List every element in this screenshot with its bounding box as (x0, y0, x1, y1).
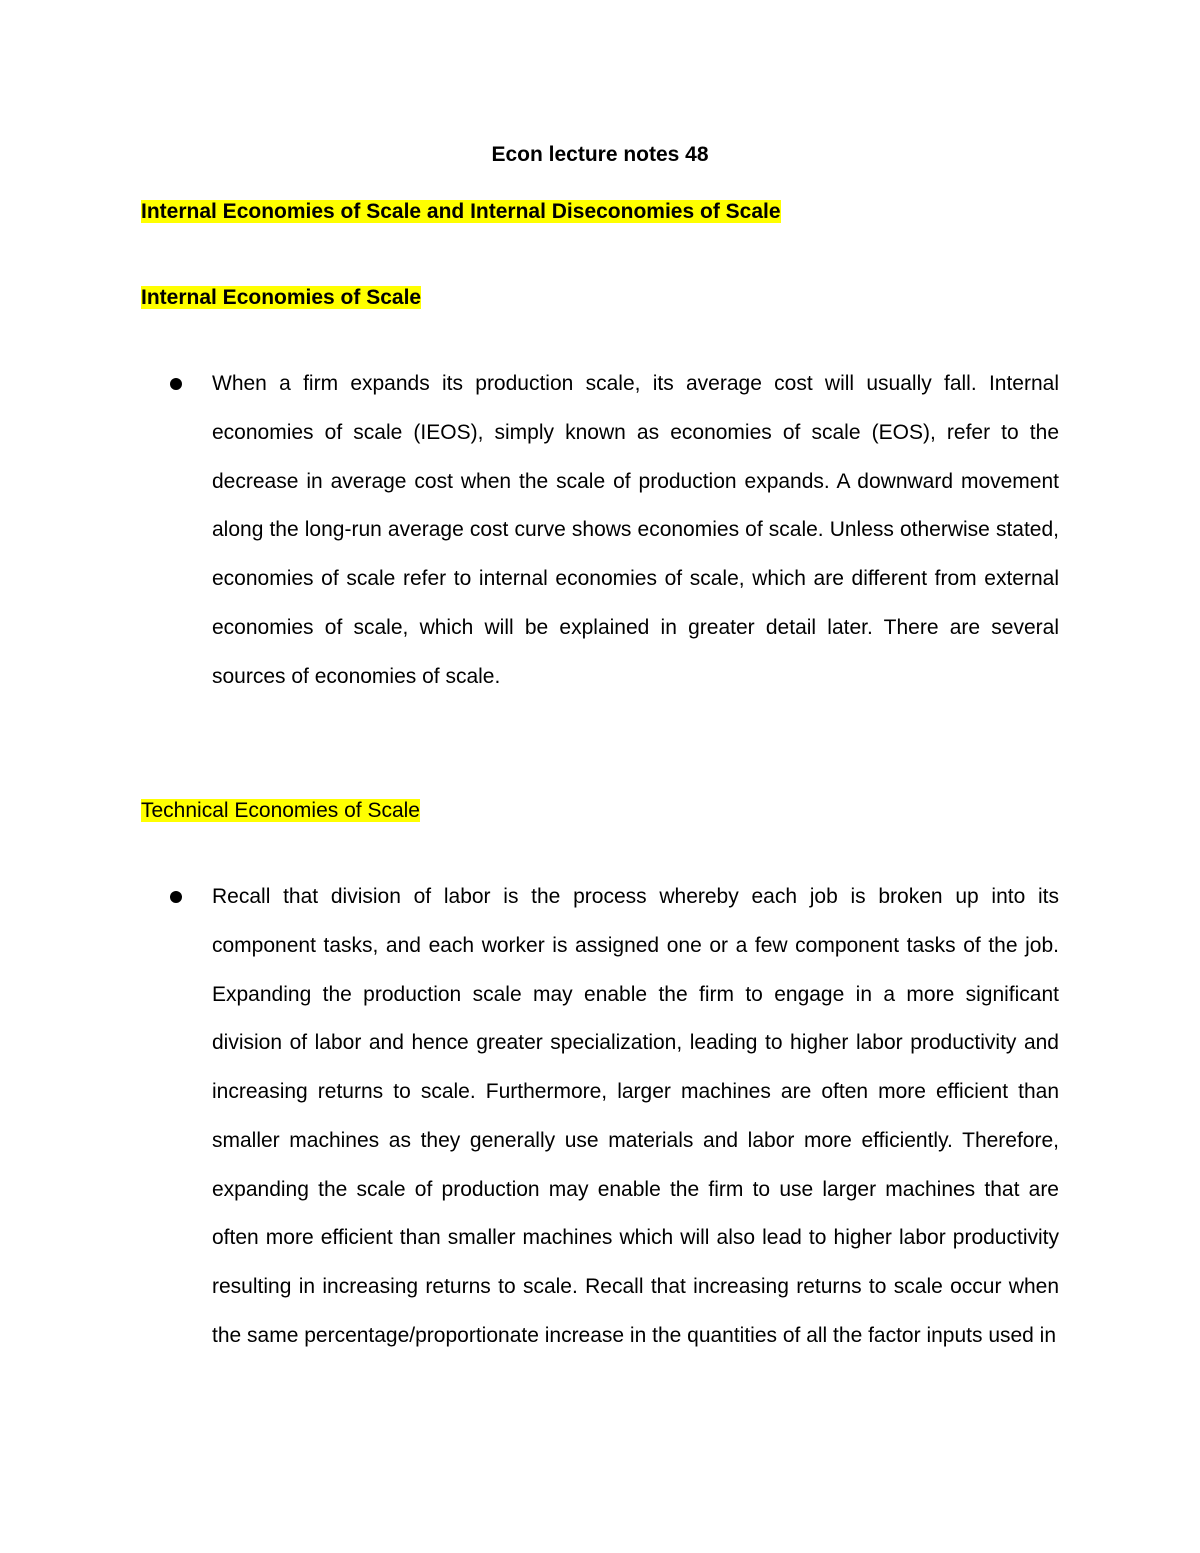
bullet-dot-icon (170, 891, 182, 903)
bullet-text: Recall that division of labor is the process whereby each job is broken up into its component tasks, and each worker is assigned one or a few component tasks of the job. Expanding the production scale may enable the firm to engage in a more significant division of labor and hence greater specialization, leading to higher labor productivity and increasing returns to scale. Furthermore, larger machines are often more efficient than smaller machines as they generally use materials and labor more efficiently. Therefore, expanding the scale of production may enable the firm to use larger machines that are often more efficient than smaller machines which will also lead to higher labor productivity resulting in increasing returns to scale. Recall that increasing returns to scale occur when the same percentage/proportionate increase in the quantities of all the factor inputs used in (212, 885, 1059, 1347)
bullet-item-technical-economies (170, 873, 1059, 1361)
bullet-text: When a firm expands its production scale, its average cost will usually fall. Internal economies of scale (IEOS), simply known as economies of scale (EOS), refer to the decrease in average cost when the scale of production expands. A downward movement along the long-run average cost curve shows economies of scale. Unless otherwise stated, economies of scale refer to internal economies of scale, which are different from external economies of scale, which will be explained in greater detail later. There are several sources of economies of scale. (212, 372, 1059, 688)
document-title: Econ lecture notes 48 (491, 143, 709, 166)
section-heading-internal-economies (141, 284, 421, 312)
bullet-item-internal-economies (170, 360, 1059, 701)
bullet-dot-icon (170, 378, 182, 390)
highlighted-heading-text: Internal Economies of Scale (141, 286, 422, 309)
highlighted-heading-text: Internal Economies of Scale and Internal Diseconomies of Scale (141, 200, 781, 223)
highlighted-heading-text: Technical Economies of Scale (141, 799, 420, 822)
section-heading-technical-economies (141, 797, 420, 825)
section-heading-main (141, 198, 781, 226)
